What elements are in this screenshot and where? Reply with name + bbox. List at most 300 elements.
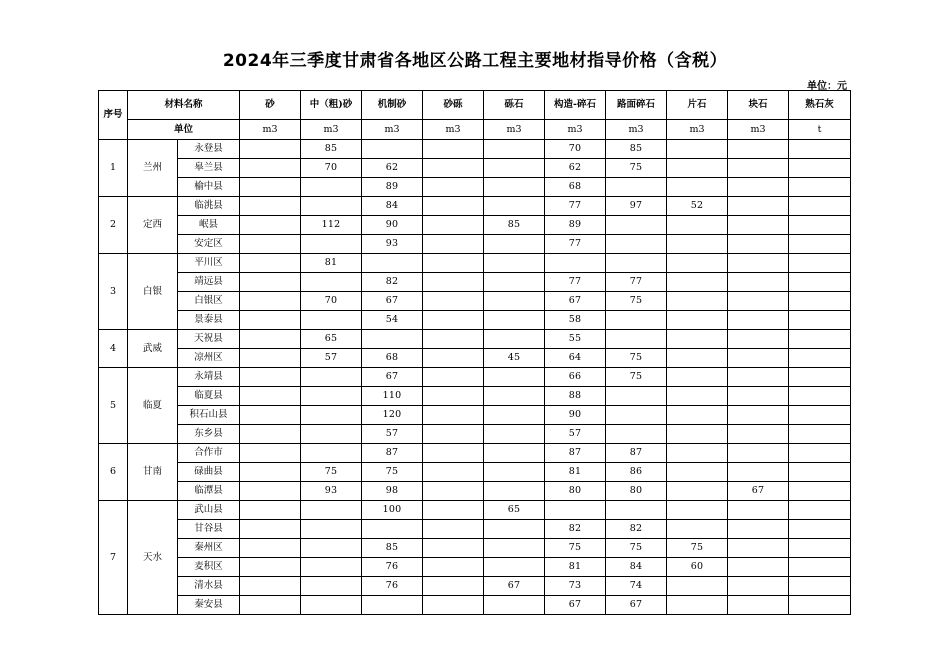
price-cell <box>789 482 851 501</box>
column-header: 块石 <box>728 91 789 120</box>
price-cell <box>423 197 484 216</box>
table-row <box>99 254 851 273</box>
price-cell <box>484 254 545 273</box>
price-cell: 97 <box>606 197 667 216</box>
price-cell <box>301 178 362 197</box>
price-cell <box>301 501 362 520</box>
price-cell <box>240 311 301 330</box>
column-header: 砾石 <box>484 91 545 120</box>
price-cell <box>484 482 545 501</box>
price-cell: 57 <box>362 425 423 444</box>
price-table <box>98 90 851 615</box>
table-row <box>99 235 851 254</box>
price-cell: 55 <box>545 330 606 349</box>
price-cell <box>728 501 789 520</box>
price-cell <box>606 330 667 349</box>
city-cell: 天水 <box>128 501 178 615</box>
price-cell <box>423 387 484 406</box>
price-cell <box>423 520 484 539</box>
county-cell: 临洮县 <box>178 197 240 216</box>
price-cell <box>484 596 545 615</box>
price-cell <box>667 406 728 425</box>
unit-cell: m3 <box>606 120 667 140</box>
seq-cell: 1 <box>99 140 128 197</box>
price-cell <box>789 349 851 368</box>
price-cell <box>484 159 545 178</box>
price-cell <box>728 178 789 197</box>
price-cell <box>667 216 728 235</box>
price-cell <box>728 444 789 463</box>
price-cell <box>240 482 301 501</box>
price-cell <box>789 387 851 406</box>
price-cell <box>606 387 667 406</box>
price-cell <box>789 292 851 311</box>
table-row <box>99 539 851 558</box>
price-cell <box>667 596 728 615</box>
table-row <box>99 387 851 406</box>
price-cell: 68 <box>362 349 423 368</box>
price-cell <box>789 178 851 197</box>
price-cell <box>362 330 423 349</box>
price-cell: 75 <box>301 463 362 482</box>
price-cell <box>728 539 789 558</box>
price-cell: 75 <box>362 463 423 482</box>
price-cell: 45 <box>484 349 545 368</box>
price-cell <box>789 539 851 558</box>
unit-cell: m3 <box>545 120 606 140</box>
county-cell: 永靖县 <box>178 368 240 387</box>
price-cell: 88 <box>545 387 606 406</box>
price-cell: 76 <box>362 558 423 577</box>
county-cell: 甘谷县 <box>178 520 240 539</box>
price-cell: 89 <box>362 178 423 197</box>
county-cell: 永登县 <box>178 140 240 159</box>
unit-cell: m3 <box>423 120 484 140</box>
table-row <box>99 501 851 520</box>
price-cell <box>789 501 851 520</box>
price-cell <box>362 596 423 615</box>
city-cell: 白银 <box>128 254 178 330</box>
county-cell: 白银区 <box>178 292 240 311</box>
column-header: 片石 <box>667 91 728 120</box>
price-cell: 87 <box>362 444 423 463</box>
price-cell: 100 <box>362 501 423 520</box>
seq-cell: 4 <box>99 330 128 368</box>
county-cell: 天祝县 <box>178 330 240 349</box>
price-cell <box>667 501 728 520</box>
price-cell: 85 <box>484 216 545 235</box>
price-cell <box>423 406 484 425</box>
price-cell <box>240 520 301 539</box>
price-cell <box>362 254 423 273</box>
county-cell: 麦积区 <box>178 558 240 577</box>
price-cell <box>789 577 851 596</box>
price-cell <box>240 254 301 273</box>
price-cell <box>667 235 728 254</box>
price-cell <box>728 596 789 615</box>
price-cell <box>667 178 728 197</box>
price-cell <box>301 273 362 292</box>
price-cell: 120 <box>362 406 423 425</box>
city-cell: 甘南 <box>128 444 178 501</box>
table-row <box>99 425 851 444</box>
price-cell: 67 <box>545 596 606 615</box>
price-cell <box>667 444 728 463</box>
unit-cell: m3 <box>667 120 728 140</box>
price-cell <box>423 140 484 159</box>
price-cell: 62 <box>545 159 606 178</box>
county-cell: 皋兰县 <box>178 159 240 178</box>
table-row <box>99 330 851 349</box>
price-cell <box>667 368 728 387</box>
price-cell <box>606 178 667 197</box>
price-cell: 90 <box>545 406 606 425</box>
price-cell: 80 <box>545 482 606 501</box>
price-cell <box>667 387 728 406</box>
city-cell: 兰州 <box>128 140 178 197</box>
price-cell: 82 <box>362 273 423 292</box>
price-cell: 74 <box>606 577 667 596</box>
price-cell <box>301 425 362 444</box>
price-cell: 68 <box>545 178 606 197</box>
price-cell <box>789 463 851 482</box>
price-cell <box>240 140 301 159</box>
price-cell <box>789 197 851 216</box>
price-cell <box>362 140 423 159</box>
price-cell: 85 <box>301 140 362 159</box>
table-row <box>99 444 851 463</box>
price-cell <box>423 159 484 178</box>
price-cell <box>423 368 484 387</box>
price-cell <box>667 520 728 539</box>
price-cell <box>728 216 789 235</box>
unit-note: 单位：元 <box>807 81 847 92</box>
price-cell <box>484 406 545 425</box>
price-cell: 80 <box>606 482 667 501</box>
price-cell <box>423 501 484 520</box>
price-cell <box>484 520 545 539</box>
county-cell: 秦安县 <box>178 596 240 615</box>
price-cell <box>240 273 301 292</box>
price-cell <box>789 425 851 444</box>
material-header: 材料名称 <box>128 91 240 120</box>
county-cell: 秦州区 <box>178 539 240 558</box>
table-row <box>99 349 851 368</box>
table-row <box>99 406 851 425</box>
price-cell: 64 <box>545 349 606 368</box>
price-cell <box>728 140 789 159</box>
price-cell <box>240 425 301 444</box>
table-body <box>99 140 851 615</box>
table-row <box>99 311 851 330</box>
county-cell: 榆中县 <box>178 178 240 197</box>
seq-cell: 2 <box>99 197 128 254</box>
price-cell <box>606 501 667 520</box>
price-cell <box>545 254 606 273</box>
price-cell <box>301 520 362 539</box>
table-row <box>99 482 851 501</box>
price-cell: 76 <box>362 577 423 596</box>
price-cell: 52 <box>667 197 728 216</box>
price-cell: 77 <box>545 197 606 216</box>
price-cell <box>423 178 484 197</box>
price-cell <box>423 254 484 273</box>
price-cell <box>789 520 851 539</box>
table-row <box>99 463 851 482</box>
unit-cell: m3 <box>301 120 362 140</box>
price-cell <box>240 330 301 349</box>
price-cell <box>728 368 789 387</box>
price-cell <box>667 273 728 292</box>
price-cell <box>789 235 851 254</box>
price-cell <box>423 558 484 577</box>
price-cell <box>484 539 545 558</box>
price-cell: 75 <box>606 292 667 311</box>
price-cell: 60 <box>667 558 728 577</box>
price-cell <box>301 311 362 330</box>
header-row <box>99 91 851 120</box>
price-cell: 57 <box>301 349 362 368</box>
column-header: 路面碎石 <box>606 91 667 120</box>
price-cell <box>728 425 789 444</box>
price-cell <box>789 406 851 425</box>
price-cell <box>789 368 851 387</box>
unit-cell: m3 <box>362 120 423 140</box>
county-cell: 岷县 <box>178 216 240 235</box>
page-title: 2024年三季度甘肃省各地区公路工程主要地材指导价格（含税） <box>222 51 728 71</box>
column-header: 砂砾 <box>423 91 484 120</box>
county-cell: 临潭县 <box>178 482 240 501</box>
price-cell: 70 <box>301 159 362 178</box>
price-cell <box>789 596 851 615</box>
price-cell <box>484 425 545 444</box>
price-cell <box>728 273 789 292</box>
column-header: 中（粗)砂 <box>301 91 362 120</box>
table-row <box>99 178 851 197</box>
price-cell <box>667 425 728 444</box>
price-cell: 98 <box>362 482 423 501</box>
price-cell: 65 <box>484 501 545 520</box>
price-cell <box>728 558 789 577</box>
county-cell: 平川区 <box>178 254 240 273</box>
price-cell <box>484 235 545 254</box>
price-cell <box>240 539 301 558</box>
price-cell <box>301 235 362 254</box>
price-cell <box>789 254 851 273</box>
price-cell <box>484 444 545 463</box>
price-cell <box>423 292 484 311</box>
table-row <box>99 140 851 159</box>
county-cell: 碌曲县 <box>178 463 240 482</box>
price-cell: 54 <box>362 311 423 330</box>
price-cell <box>484 178 545 197</box>
price-cell <box>240 235 301 254</box>
price-cell <box>667 330 728 349</box>
seq-cell: 3 <box>99 254 128 330</box>
county-cell: 安定区 <box>178 235 240 254</box>
price-cell <box>423 425 484 444</box>
price-cell: 77 <box>545 273 606 292</box>
price-cell: 112 <box>301 216 362 235</box>
price-cell <box>728 159 789 178</box>
price-cell: 75 <box>606 368 667 387</box>
county-cell: 东乡县 <box>178 425 240 444</box>
price-cell: 75 <box>606 349 667 368</box>
price-cell <box>667 577 728 596</box>
price-cell <box>667 159 728 178</box>
table-row <box>99 292 851 311</box>
price-cell <box>484 197 545 216</box>
table-row <box>99 596 851 615</box>
price-cell: 75 <box>545 539 606 558</box>
price-cell <box>484 273 545 292</box>
price-cell <box>240 501 301 520</box>
unit-cell: t <box>789 120 851 140</box>
price-cell <box>667 349 728 368</box>
price-cell <box>606 425 667 444</box>
price-cell <box>728 349 789 368</box>
price-cell <box>423 235 484 254</box>
price-cell: 84 <box>606 558 667 577</box>
price-cell <box>728 292 789 311</box>
price-cell: 62 <box>362 159 423 178</box>
price-cell <box>484 311 545 330</box>
price-cell <box>423 311 484 330</box>
price-cell: 90 <box>362 216 423 235</box>
price-cell: 67 <box>362 292 423 311</box>
unit-header: 单位 <box>128 120 240 140</box>
price-cell <box>789 444 851 463</box>
column-header: 构造-碎石 <box>545 91 606 120</box>
unit-cell: m3 <box>728 120 789 140</box>
price-cell <box>423 273 484 292</box>
column-header: 机制砂 <box>362 91 423 120</box>
seq-cell: 7 <box>99 501 128 615</box>
county-cell: 临夏县 <box>178 387 240 406</box>
price-cell <box>484 292 545 311</box>
price-cell: 67 <box>484 577 545 596</box>
price-cell <box>728 520 789 539</box>
price-cell <box>423 330 484 349</box>
price-cell: 81 <box>301 254 362 273</box>
price-cell <box>606 311 667 330</box>
price-cell <box>545 501 606 520</box>
price-cell: 73 <box>545 577 606 596</box>
price-cell <box>423 539 484 558</box>
price-cell <box>240 444 301 463</box>
price-cell <box>423 463 484 482</box>
price-cell <box>240 368 301 387</box>
price-cell: 93 <box>301 482 362 501</box>
column-header: 砂 <box>240 91 301 120</box>
price-cell: 82 <box>545 520 606 539</box>
price-cell <box>362 520 423 539</box>
price-cell: 67 <box>362 368 423 387</box>
county-cell: 合作市 <box>178 444 240 463</box>
price-cell <box>240 406 301 425</box>
price-cell: 85 <box>606 140 667 159</box>
price-cell <box>789 558 851 577</box>
price-cell <box>240 463 301 482</box>
price-cell <box>301 387 362 406</box>
price-cell: 85 <box>362 539 423 558</box>
price-cell <box>301 558 362 577</box>
price-cell: 70 <box>301 292 362 311</box>
price-cell <box>423 216 484 235</box>
price-cell: 81 <box>545 463 606 482</box>
price-cell <box>667 254 728 273</box>
price-cell: 75 <box>606 159 667 178</box>
price-cell <box>423 444 484 463</box>
price-cell: 66 <box>545 368 606 387</box>
price-cell: 110 <box>362 387 423 406</box>
price-cell <box>728 254 789 273</box>
price-cell <box>606 254 667 273</box>
price-cell <box>301 577 362 596</box>
price-cell: 84 <box>362 197 423 216</box>
county-cell: 积石山县 <box>178 406 240 425</box>
price-cell <box>240 216 301 235</box>
price-cell <box>667 292 728 311</box>
price-cell <box>667 482 728 501</box>
price-cell <box>667 311 728 330</box>
table-row <box>99 197 851 216</box>
price-cell: 57 <box>545 425 606 444</box>
price-cell <box>484 558 545 577</box>
price-cell <box>301 197 362 216</box>
price-cell <box>240 349 301 368</box>
price-cell <box>667 140 728 159</box>
price-cell <box>728 406 789 425</box>
price-cell <box>789 216 851 235</box>
price-cell: 77 <box>545 235 606 254</box>
price-cell: 75 <box>667 539 728 558</box>
city-cell: 定西 <box>128 197 178 254</box>
table-row <box>99 577 851 596</box>
price-cell <box>423 596 484 615</box>
price-cell: 58 <box>545 311 606 330</box>
seq-cell: 5 <box>99 368 128 444</box>
price-cell <box>484 330 545 349</box>
price-cell <box>728 235 789 254</box>
price-cell: 75 <box>606 539 667 558</box>
price-cell <box>301 406 362 425</box>
price-cell <box>606 406 667 425</box>
price-cell <box>667 463 728 482</box>
price-cell <box>301 539 362 558</box>
county-cell: 武山县 <box>178 501 240 520</box>
price-cell <box>484 140 545 159</box>
price-cell <box>728 577 789 596</box>
price-cell <box>789 159 851 178</box>
price-cell <box>789 311 851 330</box>
price-cell: 82 <box>606 520 667 539</box>
city-cell: 临夏 <box>128 368 178 444</box>
price-cell <box>240 387 301 406</box>
price-cell <box>789 273 851 292</box>
price-cell <box>484 368 545 387</box>
price-cell <box>606 216 667 235</box>
price-cell <box>789 140 851 159</box>
price-cell <box>423 482 484 501</box>
table-row <box>99 558 851 577</box>
price-cell: 77 <box>606 273 667 292</box>
price-cell: 67 <box>545 292 606 311</box>
price-cell <box>606 235 667 254</box>
county-cell: 凉州区 <box>178 349 240 368</box>
price-cell: 89 <box>545 216 606 235</box>
table-row <box>99 159 851 178</box>
